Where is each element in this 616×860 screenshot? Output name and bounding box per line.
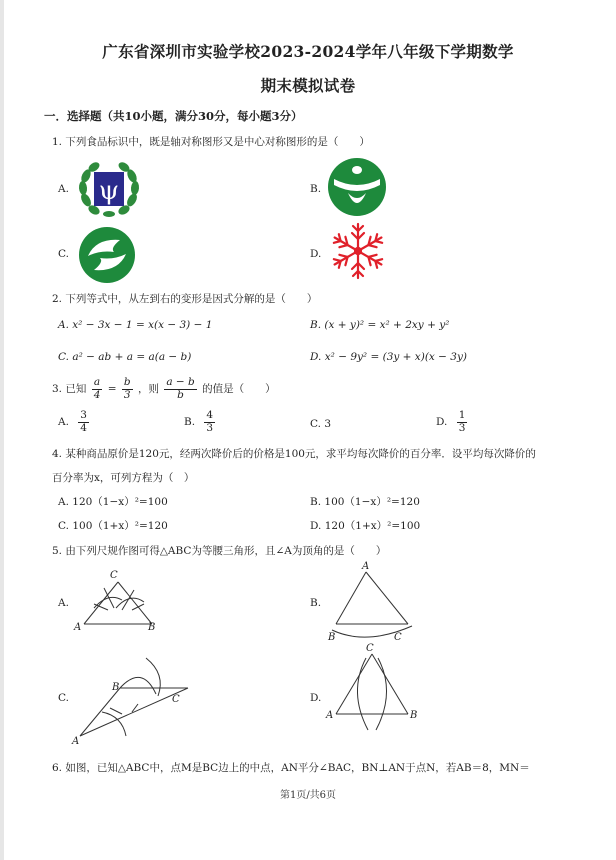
title-line-2: 期末模拟试卷	[260, 76, 356, 95]
q5-option-c-label: C.	[58, 692, 69, 704]
q5-figure-d	[326, 642, 418, 734]
q4-stem-line-2: 百分率为x，可列方程为（ ）	[52, 472, 195, 484]
q2-option-a: A. x² − 3x − 1 = x(x − 3) − 1	[58, 319, 213, 331]
q1-option-d-label: D.	[310, 248, 322, 260]
svg-text:A: A	[72, 736, 80, 747]
svg-text:B: B	[328, 632, 336, 643]
q1-logo-a	[78, 160, 140, 218]
q3-option-a: A. $\frac{3}{4}$	[58, 409, 87, 434]
q4-stem-line-1: 4. 某种商品原价是120元，经两次降价后的价格是100元，求平均每次降价的百分率．设平均每次降价的	[52, 448, 536, 460]
q3-fraction-b-over-3: $\frac{b}{3}$	[123, 376, 131, 401]
q5-figure-a	[74, 568, 164, 634]
q5-figure-b	[326, 560, 416, 642]
q5-option-d-label: D.	[310, 692, 322, 704]
svg-text:C: C	[394, 632, 402, 643]
q1-stem: 1. 下列食品标识中，既是轴对称图形又是中心对称图形的是（ ）	[52, 136, 370, 148]
title-line-1: 广东省深圳市实验学校2023-2024学年八年级下学期数学	[102, 42, 514, 61]
q5-option-b-label: B.	[310, 597, 322, 609]
q1-option-b-label: B.	[310, 183, 322, 195]
q5-figure-c	[72, 652, 194, 747]
q1-option-a-label: A.	[58, 183, 69, 195]
q4-option-b: B. 100（1−x）²=120	[310, 496, 420, 508]
q3-option-d: D. $\frac{1}{3}$	[436, 409, 466, 434]
q4-option-d: D. 120（1+x）²=100	[310, 520, 421, 532]
q3-then: ，则	[137, 383, 159, 396]
q5-stem: 5. 由下列尺规作图可得△ABC为等腰三角形，且∠A为顶角的是（ ）	[52, 545, 387, 557]
section-heading: 一．选择题（共10小题，满分30分，每小题3分）	[44, 109, 303, 123]
q2-stem: 2. 下列等式中，从左到右的变形是因式分解的是（ ）	[52, 293, 318, 305]
q3-option-c: C. 3	[310, 418, 332, 430]
svg-text:C: C	[172, 694, 180, 705]
svg-text:C: C	[110, 570, 118, 581]
q2-option-d: D. x² − 9y² = (3y + x)(x − 3y)	[310, 351, 468, 363]
q1-option-c-label: C.	[58, 248, 69, 260]
q3-tail: 的值是（ ）	[202, 383, 276, 396]
q2-option-c: C. a² − ab + a = a(a − b)	[58, 351, 192, 363]
svg-text:ψ: ψ	[98, 176, 120, 206]
q1-logo-b	[326, 157, 388, 217]
q3-fraction-target: $\frac{a - b}{b}$	[166, 376, 195, 401]
q6-stem: 6. 如图，已知△ABC中，点M是BC边上的中点，AN平分∠BAC，BN⊥AN于点N，若AB＝8，MN＝	[52, 762, 530, 774]
page-footer: 第1页/共6页	[279, 790, 337, 801]
svg-text:B: B	[410, 710, 418, 721]
q4-option-a: A. 120（1−x）²=100	[58, 496, 168, 508]
svg-text:A: A	[326, 710, 334, 721]
q4-option-c: C. 100（1+x）²=120	[58, 520, 168, 532]
q3-stem	[52, 377, 276, 401]
q5-option-a-label: A.	[58, 597, 69, 609]
q2-option-b: B. (x + y)² = x² + 2xy + y²	[310, 319, 450, 331]
svg-text:A: A	[74, 622, 82, 633]
q1-logo-d-snowflake	[328, 221, 388, 281]
svg-text:B: B	[112, 682, 120, 693]
svg-text:C: C	[366, 643, 374, 654]
q3-prefix: 3. 已知	[52, 383, 87, 396]
q1-logo-c	[76, 226, 138, 284]
q3-option-b: B. $\frac{4}{3}$	[184, 409, 214, 434]
q3-equals: =	[107, 383, 117, 396]
svg-text:B: B	[148, 622, 156, 633]
q3-fraction-a-over-4: $\frac{a}{4}$	[93, 376, 101, 401]
svg-text:A: A	[362, 561, 370, 572]
